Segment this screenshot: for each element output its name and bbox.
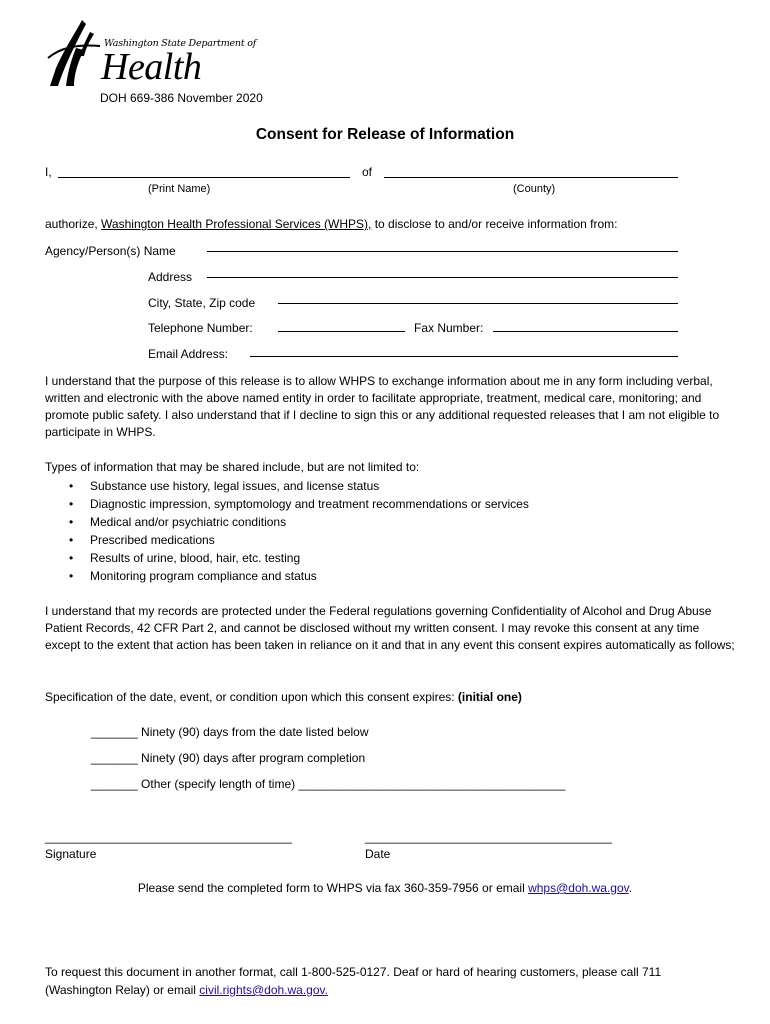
form-id: DOH 669-386 November 2020	[100, 91, 263, 105]
footer-line-1: To request this document in another format, call 1-800-525-0127. Deaf or hard of hearing customers, please call 711	[45, 965, 662, 979]
send-instructions	[0, 881, 770, 895]
types-intro: Types of information that may be shared include, but are not limited to:	[45, 460, 420, 474]
footer-line-2-text: (Washington Relay) or email	[45, 983, 200, 997]
expiration-option-3[interactable]: _______ Other (specify length of time) ________________________________________	[91, 777, 566, 791]
fax-field[interactable]	[493, 331, 678, 332]
date-line[interactable]: _____________________________________	[365, 830, 612, 844]
fax-label: Fax Number:	[414, 321, 484, 335]
send-text: Please send the completed form to WHPS via fax 360-359-7956 or email	[137, 881, 529, 895]
send-end: .	[628, 881, 633, 895]
page-title: Consent for Release of Information	[255, 126, 515, 143]
date-label: Date	[365, 847, 391, 861]
authorize-before: authorize,	[45, 217, 102, 231]
county-caption: (County)	[513, 183, 556, 195]
expiration-prompt-bold: (initial one)	[457, 690, 522, 704]
list-item: • Results of urine, blood, hair, etc. testing	[45, 549, 529, 567]
purpose-paragraph: I understand that the purpose of this release is to allow WHPS to exchange information about me in any form including verbal, written and electronic with the above named entity in order to facilitate appropriate, treatment, medical care, monitoring; and promote public safety. I also understand that if I decline to sign this or any additional requested releases that I am not eligible to participate in WHPS.	[45, 374, 720, 439]
list-item: • Diagnostic impression, symptomology and treatment recommendations or services	[45, 495, 529, 513]
doh-logo-icon	[46, 18, 102, 90]
address-field[interactable]	[207, 277, 678, 278]
city-field[interactable]	[278, 303, 678, 304]
email-field[interactable]	[250, 356, 678, 357]
logo-title-text: Health	[101, 46, 202, 88]
agency-label: Agency/Person(s) Name	[45, 244, 176, 258]
print-name-field[interactable]	[58, 177, 350, 178]
authorize-line	[45, 217, 618, 231]
authorize-org: Washington Health Professional Services (WHPS),	[101, 217, 372, 231]
expiration-prompt	[45, 690, 522, 704]
authorize-after: to disclose to and/or receive information from:	[371, 217, 618, 231]
name-prefix: I,	[45, 165, 52, 179]
address-label: Address	[148, 270, 193, 284]
list-item: • Substance use history, legal issues, and license status	[45, 477, 529, 495]
county-field[interactable]	[384, 177, 678, 178]
expiration-option-2[interactable]: _______ Ninety (90) days after program completion	[91, 751, 366, 765]
list-item: • Prescribed medications	[45, 531, 529, 549]
email-label: Email Address:	[148, 347, 229, 361]
list-item: • Medical and/or psychiatric conditions	[45, 513, 529, 531]
telephone-label: Telephone Number:	[148, 321, 253, 335]
logo-agency-text: Washington State Department of	[104, 38, 257, 49]
agency-field[interactable]	[207, 251, 678, 252]
list-item: • Monitoring program compliance and status	[45, 567, 529, 585]
protection-paragraph: I understand that my records are protected under the Federal regulations governing Confidentiality of Alcohol and Drug Abuse Patient Records, 42 CFR Part 2, and cannot be disclosed without my written consent. I may revoke this consent at any time except to the extent that action has been taken in reliance on it and that in any event this consent expires automatically as follows;	[45, 604, 735, 652]
expiration-prompt-text: Specification of the date, event, or condition upon which this consent expires:	[45, 690, 458, 704]
types-list	[45, 477, 529, 585]
signature-label: Signature	[45, 847, 97, 861]
expiration-option-1[interactable]: _______ Ninety (90) days from the date listed below	[91, 725, 369, 739]
signature-line[interactable]: _____________________________________	[45, 830, 292, 844]
civil-rights-email-link[interactable]: civil.rights@doh.wa.gov.	[199, 983, 328, 997]
footer-line-2	[45, 983, 328, 997]
of-label: of	[362, 165, 373, 179]
print-name-caption: (Print Name)	[148, 183, 211, 195]
whps-email-link[interactable]: whps@doh.wa.gov	[528, 881, 629, 895]
telephone-field[interactable]	[278, 331, 405, 332]
city-label: City, State, Zip code	[148, 296, 256, 310]
